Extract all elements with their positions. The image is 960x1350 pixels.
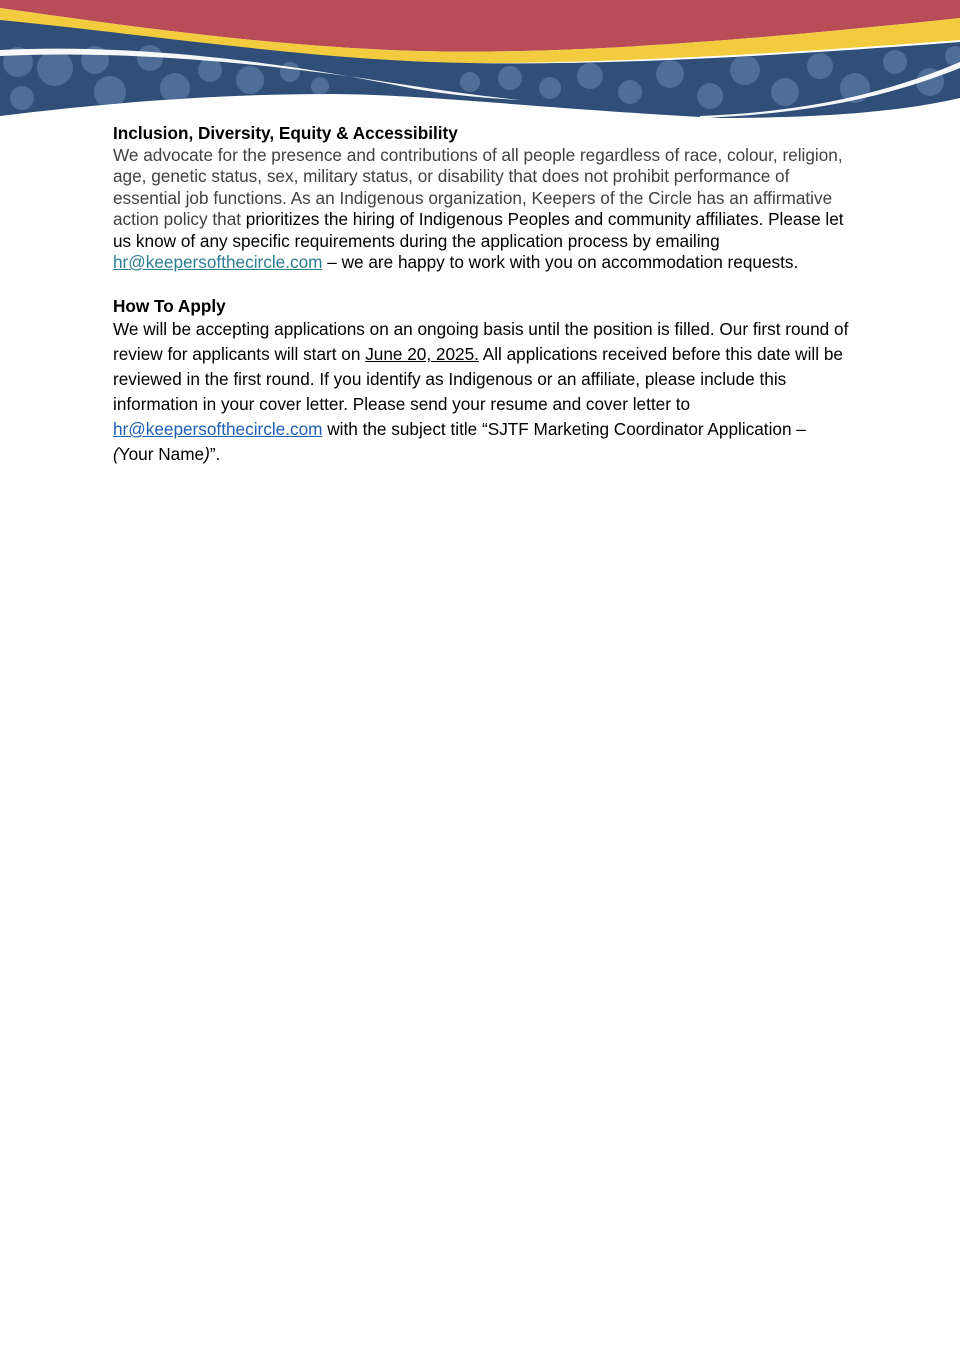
- your-name-placeholder: Your Name: [118, 444, 205, 464]
- inclusion-text-part1: We advocate for the presence and contributions of all people regardless of race, colour, religion, age, genetic status, sex, military status, or disability that does not prohibit performance of essential job functions. As an Indigenous organization, Keepers of the Circle has an affirmative action policy that: [113, 144, 843, 229]
- document-body: [113, 123, 858, 467]
- header-wave-banner: [0, 0, 960, 130]
- apply-text-part3: with the subject title “SJTF Marketing Coordinator Application –: [322, 419, 806, 439]
- inclusion-text-part3: – we are happy to work with you on accommodation requests.: [322, 252, 799, 272]
- inclusion-email-link[interactable]: hr@keepersofthecircle.com: [113, 252, 323, 272]
- apply-date: June 20, 2025.: [365, 344, 479, 364]
- apply-text-part1: We will be accepting applications on an ongoing basis until the position is filled. Our first round of review for applicants will start on: [113, 319, 849, 364]
- inclusion-text-part2: prioritizes the hiring of Indigenous Peoples and community affiliates. Please let us know of any specific requirements during the application process by emailing: [113, 209, 844, 251]
- inclusion-paragraph: [113, 145, 858, 274]
- apply-paragraph: [113, 317, 858, 467]
- apply-heading: How To Apply: [113, 295, 226, 316]
- inclusion-heading: Inclusion, Diversity, Equity & Accessibility: [113, 123, 458, 143]
- paren-close: ): [204, 444, 210, 464]
- apply-text-part2: All applications received before this date will be reviewed in the first round. If you identify as Indigenous or an affiliate, please include this information in your cover letter. Please send your resume and cover letter to: [113, 344, 843, 414]
- paren-open: (: [113, 444, 119, 464]
- apply-text-end: ”.: [209, 444, 221, 464]
- section-spacer: [113, 274, 858, 296]
- apply-email-link[interactable]: hr@keepersofthecircle.com: [113, 419, 323, 439]
